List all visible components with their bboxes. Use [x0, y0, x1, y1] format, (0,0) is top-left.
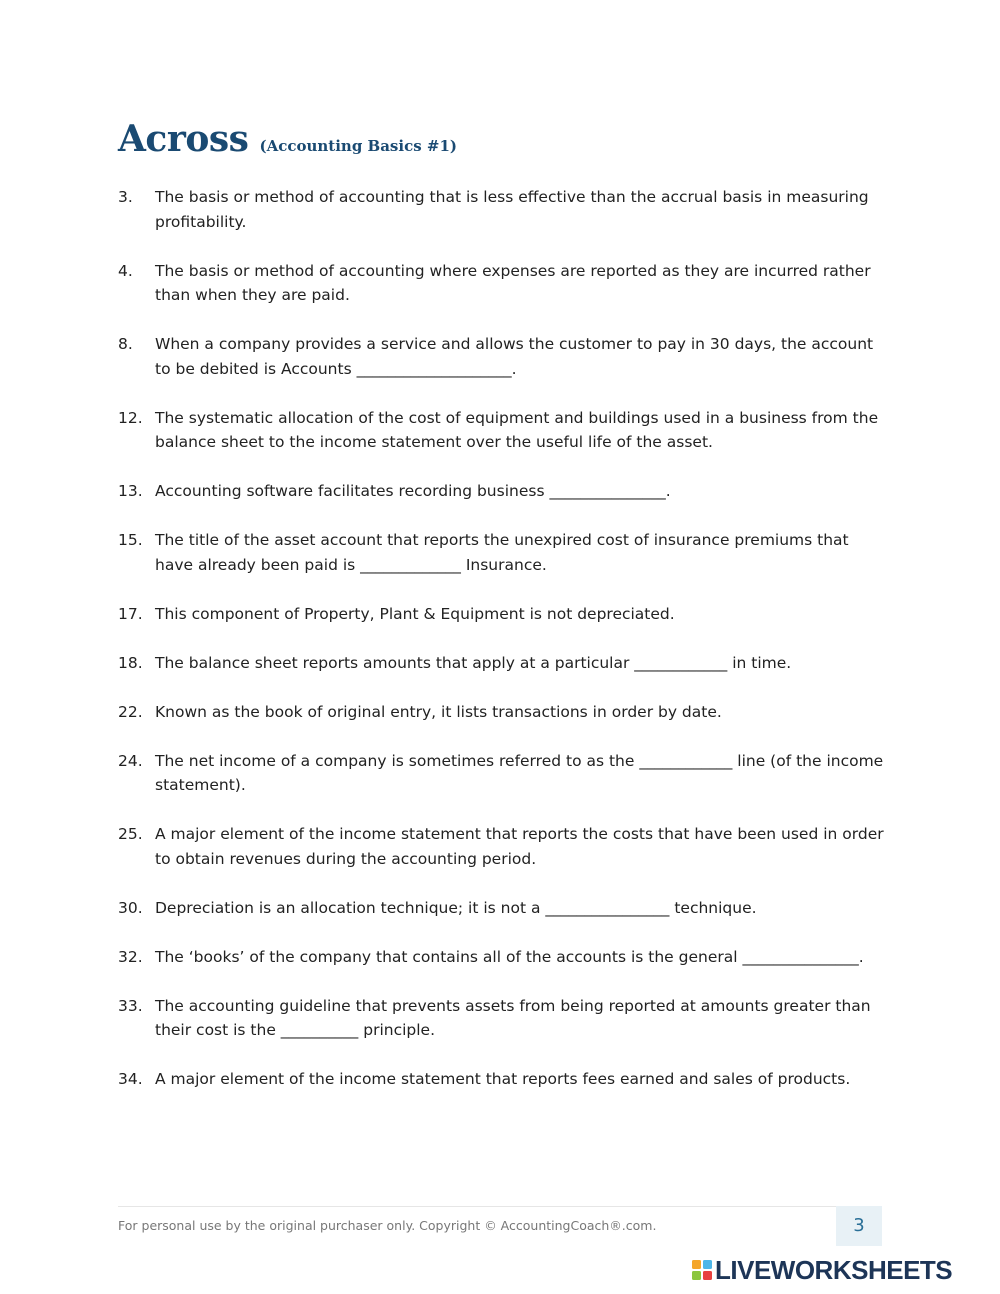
logo-square-blue: [703, 1260, 712, 1269]
clue-text: This component of Property, Plant & Equipment is not depreciated.: [155, 604, 675, 623]
clue-text: The systematic allocation of the cost of equipment and buildings used in a business from the balance sheet to the income statement over the useful life of the asset.: [155, 408, 879, 451]
clue-number: 34.: [118, 1070, 143, 1088]
clue-number: 17.: [118, 604, 143, 623]
liveworksheets-logo-text: LIVEWORKSHEETS: [715, 1255, 953, 1285]
clue-item: [118, 749, 888, 798]
clue-text: The title of the asset account that reports the unexpired cost of insurance premiums that have already been paid is _____________ Insurance.: [155, 531, 849, 574]
heading-subtitle: (Accounting Basics #1): [259, 137, 457, 155]
logo-square-red: [703, 1271, 712, 1280]
clue-text: The accounting guideline that prevents assets from being reported at amounts greater than their cost is the __________ principle.: [155, 996, 871, 1039]
clue-item: [118, 479, 888, 504]
clue-item: [118, 1067, 888, 1092]
clue-item: [118, 602, 888, 627]
heading-title: Across: [118, 118, 249, 160]
clue-text: A major element of the income statement that reports fees earned and sales of products.: [155, 1070, 851, 1088]
clue-list: [118, 185, 888, 1116]
clue-item: [118, 700, 888, 725]
clue-item: [118, 185, 888, 234]
clue-text: The basis or method of accounting where expenses are reported as they are incurred rather than when they are paid.: [155, 261, 871, 304]
clue-number: 13.: [118, 482, 143, 500]
clue-item: [118, 259, 888, 308]
clue-text: The ‘books’ of the company that contains all of the accounts is the general _______________.: [155, 947, 864, 966]
clue-text: The basis or method of accounting that is less effective than the accrual basis in measuring profitability.: [155, 188, 869, 231]
clue-text: Known as the book of original entry, it lists transactions in order by date.: [155, 702, 722, 721]
clue-item: [118, 896, 888, 921]
clue-number: 4.: [118, 261, 133, 280]
footer-copyright: For personal use by the original purchaser only. Copyright © AccountingCoach®.com.: [118, 1218, 657, 1233]
clue-item: [118, 528, 888, 577]
clue-item: [118, 822, 888, 871]
logo-square-green: [692, 1271, 701, 1280]
clue-number: 25.: [118, 825, 143, 843]
clue-number: 22.: [118, 702, 143, 721]
clue-number: 32.: [118, 947, 143, 966]
footer-divider: [118, 1206, 882, 1207]
clue-text: Accounting software facilitates recording business _______________.: [155, 482, 671, 500]
clue-text: When a company provides a service and allows the customer to pay in 30 days, the account to be debited is Accounts ____________________.: [155, 335, 874, 378]
clue-item: [118, 945, 888, 970]
clue-text: A major element of the income statement that reports the costs that have been used in order to obtain revenues during the accounting period.: [155, 825, 884, 868]
clue-text: The net income of a company is sometimes referred to as the ____________ line (of the income statement).: [155, 751, 884, 794]
clue-number: 24.: [118, 751, 143, 770]
clue-number: 3.: [118, 188, 133, 206]
clue-number: 30.: [118, 898, 143, 917]
clue-number: 12.: [118, 408, 143, 427]
clue-item: [118, 332, 888, 381]
clue-text: The balance sheet reports amounts that apply at a particular ____________ in time.: [155, 653, 792, 672]
clue-text: Depreciation is an allocation technique; it is not a ________________ technique.: [155, 898, 757, 917]
liveworksheets-logo[interactable]: [692, 1256, 952, 1284]
clue-number: 15.: [118, 531, 143, 549]
clue-number: 33.: [118, 996, 143, 1015]
page-number: 3: [836, 1206, 882, 1246]
logo-square-orange: [692, 1260, 701, 1269]
liveworksheets-logo-icon: [692, 1260, 712, 1280]
clue-item: [118, 651, 888, 676]
clue-item: [118, 406, 888, 455]
clue-number: 18.: [118, 653, 143, 672]
page-heading: [118, 118, 457, 160]
clue-item: [118, 994, 888, 1043]
clue-number: 8.: [118, 335, 133, 353]
